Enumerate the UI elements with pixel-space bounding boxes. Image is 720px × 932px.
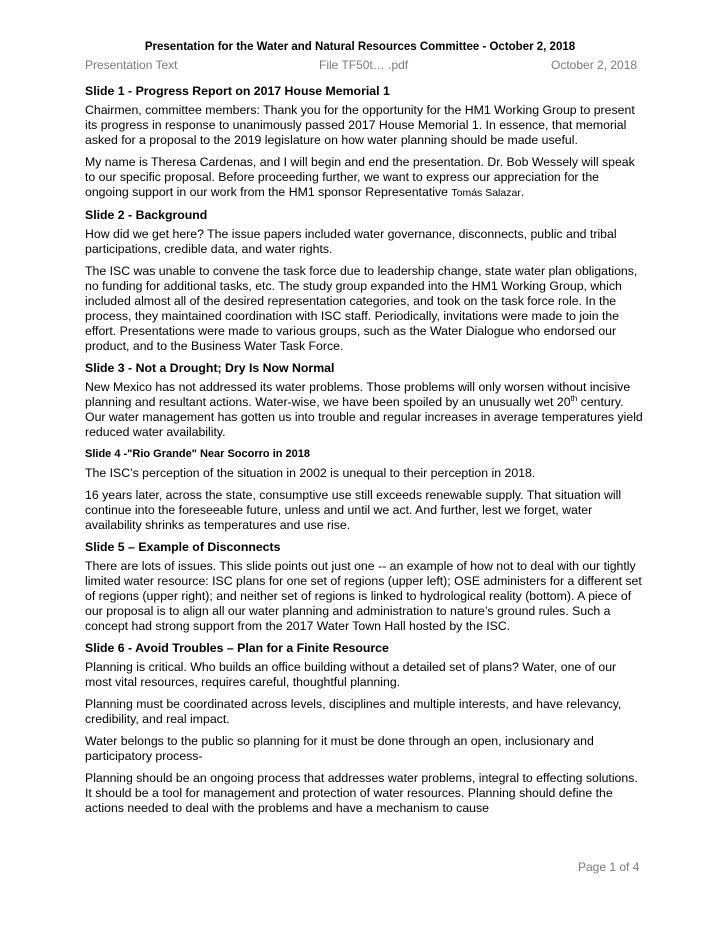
document-title: Presentation for the Water and Natural Resources Committee - October 2, 2018 [144,41,576,53]
header-date-label: October 2, 2018 [551,58,638,72]
slide-6-heading: Slide 6 - Avoid Troubles – Plan for a Finite Resource [85,641,389,655]
slide-5-heading: Slide 5 – Example of Disconnects [85,540,281,554]
slide-2-heading: Slide 2 - Background [85,208,208,222]
slide-1-paragraph-2 [85,155,643,201]
document-body [85,84,643,823]
slide-5-paragraph-1: There are lots of issues. This slide points out just one -- an example of how not to deal with our tightly limited water resource: ISC plans for one set of regions (upper left); OSE administers for a different set of regions (upper right); and neither set of regions is linked to hydrological reality (bottom). A piece of our proposal is to align all our water planning and administration to nature’s ground rules. Such a concept had strong support from the 2017 Water Town Hall hosted by the ISC. [85,559,642,633]
header-left-label: Presentation Text [85,58,178,72]
slide-3-heading: Slide 3 - Not a Drought; Dry Is Now Normal [85,361,335,375]
slide-1-paragraph-2-text: My name is Theresa Cardenas, and I will begin and end the presentation. Dr. Bob Wessely will speak to our specific proposal. Before proceeding further, we want to express our appreciation for the ongoing support in our work from the HM1 sponsor Representative [85,155,635,199]
slide-4-paragraph-2: 16 years later, across the state, consumptive use still exceeds renewable supply. That situation will continue into the foreseeable future, unless and until we act. And further, lest we forget, water availability shrinks as temperatures and use rise. [85,488,622,532]
slide-1-paragraph-1: Chairmen, committee members: Thank you for the opportunity for the HM1 Working Group to present its progress in response to unanimously passed 2017 House Memorial 1. In essence, that memorial asked for a proposal to the 2019 legislature on how water planning should be made useful. [85,103,635,147]
slide-6-paragraph-2: Planning must be coordinated across levels, disciplines and multiple interests, and have relevancy, credibility, and real impact. [85,697,622,726]
slide-6-paragraph-4: Planning should be an ongoing process that addresses water problems, integral to effecting solutions. It should be a tool for management and protection of water resources. Planning should define the actions needed to deal with the problems and have a mechanism to cause [85,771,638,815]
slide-2-paragraph-1: How did we get here? The issue papers included water governance, disconnects, public and tribal participations, credible data, and water rights. [85,227,617,256]
slide-2-paragraph-2: The ISC was unable to convene the task force due to leadership change, state water plan obligations, no funding for additional tasks, etc. The study group expanded into the HM1 Working Group, which included almost all of the desired representation categories, and took on the task force role. In the process, they maintained coordination with ISC staff. Periodically, invitations were made to join the effort. Presentations were made to various groups, such as the Water Dialogue who endorsed our product, and to the Business Water Task Force. [85,264,638,353]
slide-4-heading: Slide 4 -"Rio Grande" Near Socorro in 2018 [85,448,311,460]
page-number: Page 1 of 4 [578,860,640,874]
slide-4-paragraph-1: The ISC’s perception of the situation in 2002 is unequal to their perception in 2018. [85,466,536,480]
slide-6-paragraph-1: Planning is critical. Who builds an office building without a detailed set of plans? Water, one of our most vital resources, requires careful, thoughtful planning. [85,660,617,689]
slide-3-paragraph-1-b: century. Our water management has gotten us into trouble and regular increases in average temperatures yield reduced water availability. [85,395,643,439]
slide-6-paragraph-3: Water belongs to the public so planning for it must be done through an open, inclusionary and participatory process- [85,734,594,763]
slide-1-heading: Slide 1 - Progress Report on 2017 House Memorial 1 [85,84,390,98]
slide-3-paragraph-1-a: New Mexico has not addressed its water problems. Those problems will only worsen without incisive planning and resultant actions. Water-wise, we have been spoiled by an unusually wet 20 [85,380,631,409]
sponsor-name: Tomás Salazar [451,187,521,199]
ordinal-superscript: th [570,393,578,403]
header-file-label: File TF50t… .pdf [319,58,409,72]
slide-1-paragraph-2-end: . [520,185,525,199]
slide-3-paragraph-1 [85,380,643,440]
